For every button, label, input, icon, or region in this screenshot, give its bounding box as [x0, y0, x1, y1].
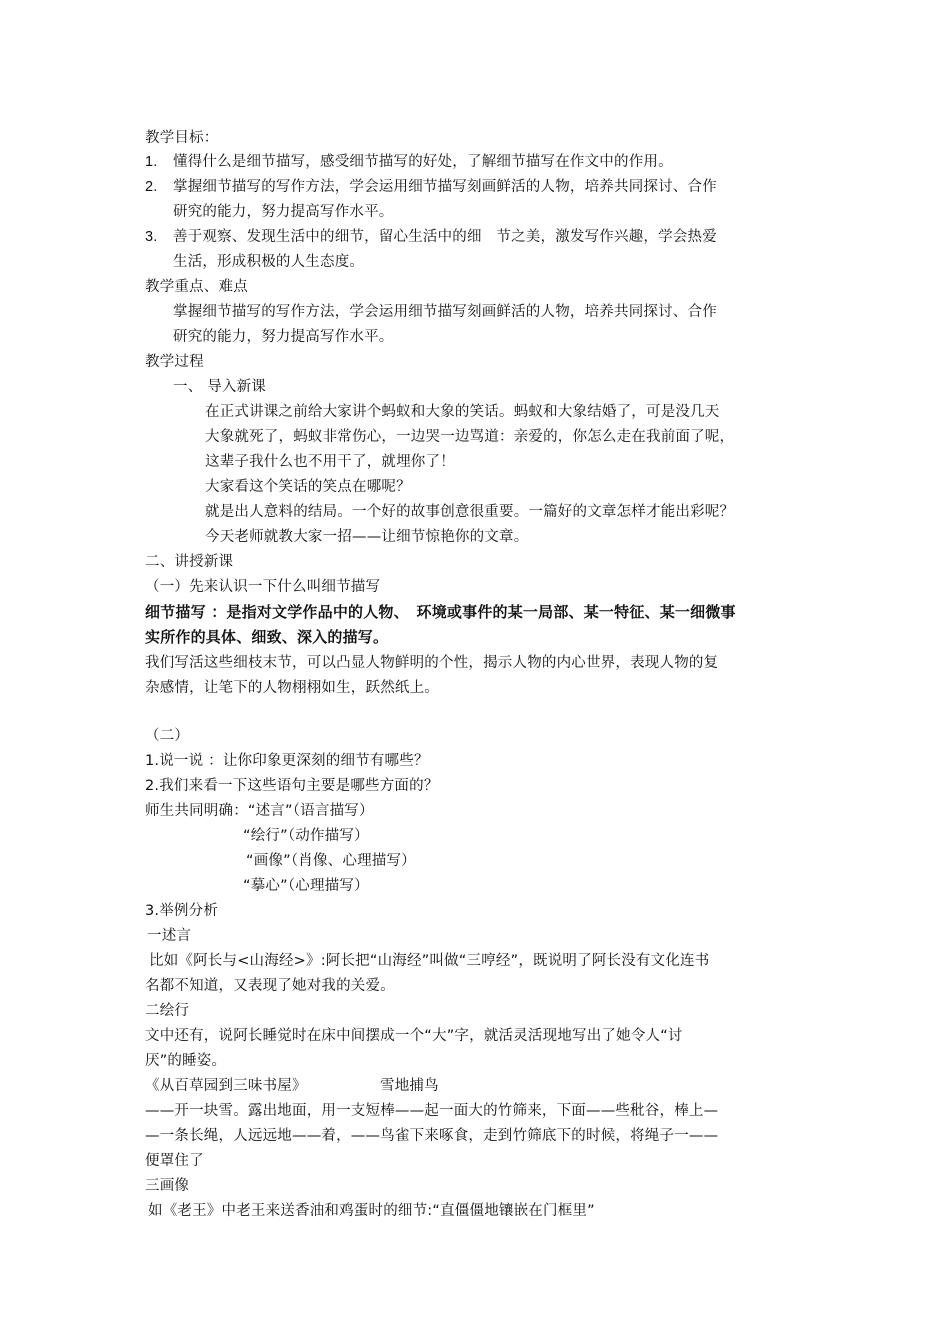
clarify-item: “画像”（肖像、心理描写）: [246, 853, 416, 869]
list-text: 善于观察、发现生活中的细节，留心生活中的细 节之美，激发写作兴趣，学会热爱: [173, 229, 717, 245]
part1-line: 大家看这个笑话的笑点在哪呢？: [205, 479, 411, 495]
example-2-quote: 便罩住了: [145, 1153, 204, 1169]
list-number: 1.: [145, 154, 158, 170]
part1-line: 这辈子我什么也不用干了，就埋你了！: [205, 454, 455, 470]
part2-subtitle: （一）先来认识一下什么叫细节描写: [145, 579, 381, 595]
clarify-item: “绘行”（动作描写）: [243, 828, 369, 844]
part1-line: 大象就死了，蚂蚁非常伤心，一边哭一边骂道：亲爱的，你怎么走在我前面了呢，: [205, 429, 735, 445]
key-points-text: 研究的能力，努力提高写作水平。: [173, 329, 394, 345]
definition-text: 实所作的具体、细致、深入的描写。: [145, 628, 389, 646]
list-text-continued: 研究的能力，努力提高写作水平。: [173, 204, 394, 220]
clarify-line: 师生共同明确：“述言”（语言描写）: [145, 803, 374, 819]
list-text: 懂得什么是细节描写，感受细节描写的好处，了解细节描写在作文中的作用。: [173, 154, 673, 170]
list-number: 2.: [145, 179, 158, 195]
effect-text: 杂感情，让笔下的人物栩栩如生，跃然纸上。: [145, 680, 439, 696]
example-2-quote: ——开一块雪。露出地面，用一支短棒——起一面大的竹筛来，下面——些秕谷，棒上—: [145, 1103, 719, 1119]
objective-item-1: [145, 150, 673, 174]
key-points-heading: 教学重点、难点: [145, 279, 248, 295]
part1-line: 在正式讲课之前给大家讲个蚂蚁和大象的笑话。蚂蚁和大象结婚了，可是没几天: [205, 404, 720, 420]
example-2-quote: —一条长绳，人远远地——着，——鸟雀下来啄食，走到竹筛底下的时候，将绳子一——: [145, 1128, 719, 1144]
clarify-item: “摹心”（心理描写）: [243, 878, 369, 894]
objective-item-2: [145, 175, 717, 199]
example-3-text: 如《老王》中老王来送香油和鸡蛋时的细节:“直僵僵地镶嵌在门框里”: [148, 1203, 595, 1219]
process-heading: 教学过程: [145, 354, 204, 370]
question-2: 2.我们来看一下这些语句主要是哪些方面的？: [145, 778, 439, 794]
question-1: 1.说一说 ：让你印象更深刻的细节有哪些？: [145, 753, 429, 769]
example-2-text: 文中还有，说阿长睡觉时在床中间摆成一个“大”字，就活灵活现地写出了她令人“讨: [145, 1028, 683, 1044]
list-text: 掌握细节描写的写作方法，学会运用细节描写刻画鲜活的人物，培养共同探讨、合作: [173, 179, 717, 195]
part1-line: 今天老师就教大家一招——让细节惊艳你的文章。: [205, 529, 529, 545]
example-2-title: 二绘行: [145, 1003, 190, 1019]
part2-subtitle-2: （二）: [145, 728, 190, 744]
example-3-title: 三画像: [145, 1178, 190, 1194]
list-number: 3.: [145, 229, 158, 245]
example-1-title: 一述言: [147, 928, 192, 944]
objective-item-3: [145, 225, 717, 249]
question-3: 3.举例分析: [145, 903, 219, 919]
part1-line: 就是出人意料的结局。一个好的故事创意很重要。一篇好的文章怎样才能出彩呢？: [205, 504, 735, 520]
example-1-text: 名都不知道，又表现了她对我的关爱。: [145, 978, 395, 994]
definition-text: 细节描写 ：是指对文学作品中的人物、 环境或事件的某一局部、某一特征、某一细微事: [145, 603, 736, 621]
objectives-heading: 教学目标：: [145, 130, 219, 146]
part1-title: 一、 导入新课: [173, 379, 267, 395]
part2-title: 二、讲授新课: [145, 554, 234, 570]
example-2-source-title: 雪地捕鸟: [380, 1078, 439, 1094]
list-text-continued: 生活，形成积极的人生态度。: [173, 254, 365, 270]
effect-text: 我们写活这些细枝末节，可以凸显人物鲜明的个性，揭示人物的内心世界，表现人物的复: [145, 655, 719, 671]
example-2-text: 厌”的睡姿。: [145, 1053, 227, 1069]
example-2-source: 《从百草园到三味书屋》: [145, 1078, 307, 1094]
key-points-text: 掌握细节描写的写作方法，学会运用细节描写刻画鲜活的人物，培养共同探讨、合作: [173, 304, 717, 320]
example-1-text: 比如《阿长与<山海经>》:阿长把“山海经”叫做“三哼经”，既说明了阿长没有文化连书: [149, 953, 710, 969]
